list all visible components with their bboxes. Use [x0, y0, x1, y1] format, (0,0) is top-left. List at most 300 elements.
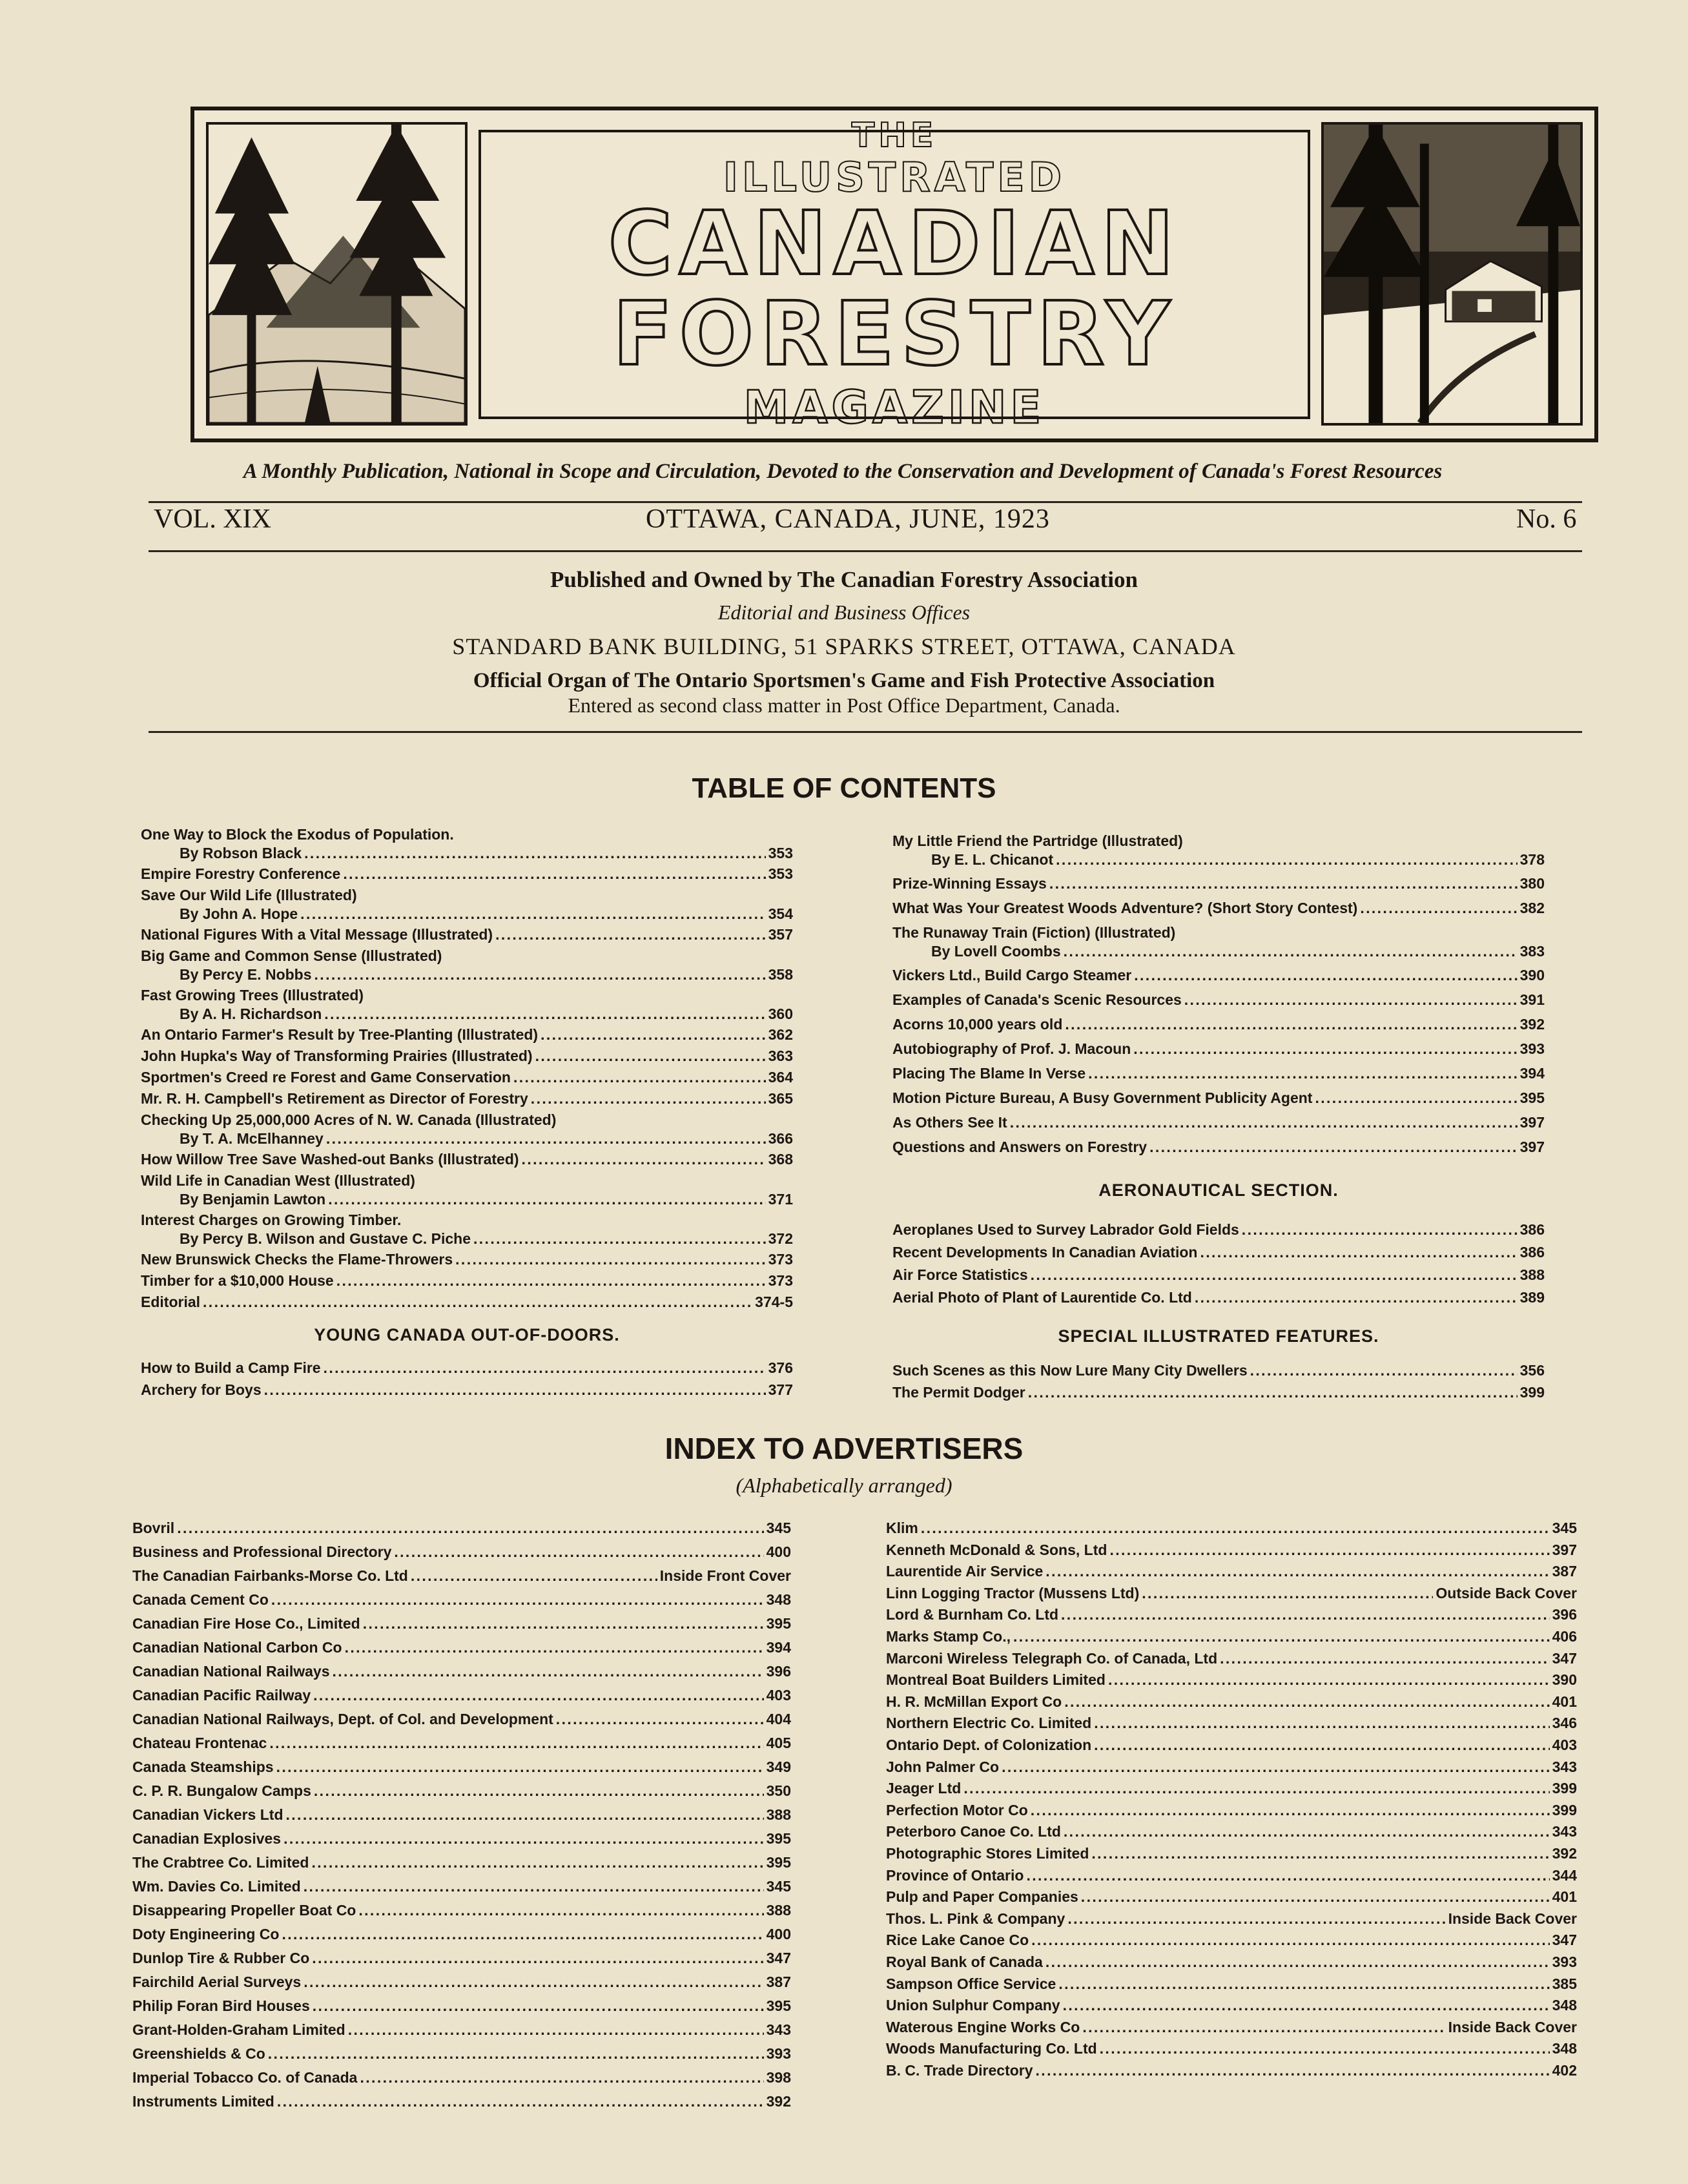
entry-page: 395	[766, 1615, 791, 1632]
entry-page: 405	[766, 1735, 791, 1751]
entry-row	[141, 925, 793, 944]
dot-leader	[304, 1877, 764, 1896]
entry-page: 345	[1552, 1520, 1577, 1536]
dot-leader	[540, 1025, 766, 1044]
entry-title: Province of Ontario	[886, 1866, 1024, 1884]
young-canada-heading: YOUNG CANADA OUT-OF-DOORS.	[314, 1325, 620, 1344]
special-features-list	[892, 1361, 1545, 1406]
entry-page: 387	[1552, 1563, 1577, 1580]
dot-leader	[1028, 1383, 1518, 1402]
toc-entry	[132, 2045, 791, 2063]
entry-title: What Was Your Greatest Woods Adventure? (Short Story Contest)	[892, 900, 1358, 916]
entry-title: Instruments Limited	[132, 2093, 274, 2110]
entry-page: Inside Back Cover	[1448, 2018, 1577, 2035]
entry-row	[886, 1996, 1577, 2015]
entry-row	[132, 1638, 791, 1657]
entry-title: Pulp and Paper Companies	[886, 1888, 1078, 1906]
entry-page: 358	[768, 966, 793, 983]
entry-page: 349	[766, 1758, 791, 1775]
entry-row	[141, 1272, 793, 1290]
dot-leader	[921, 1519, 1550, 1538]
toc-entry	[141, 886, 793, 923]
entry-title: Philip Foran Bird Houses	[132, 1997, 310, 2014]
toc-entry	[141, 1068, 793, 1087]
dot-leader	[313, 1997, 764, 2015]
advertisers-subtitle: (Alphabetically arranged)	[736, 1474, 952, 1497]
entry-title: Photographic Stores Limited	[886, 1845, 1089, 1862]
entry-row	[892, 1040, 1545, 1058]
entry-page: 347	[766, 1950, 791, 1966]
entry-title: Prize-Winning Essays	[892, 875, 1047, 892]
entry-page: 397	[1552, 1541, 1577, 1558]
entry-row	[132, 1543, 791, 1561]
entry-title: Timber for a $10,000 House	[141, 1272, 334, 1289]
entry-page: 385	[1552, 1975, 1577, 1992]
toc-entry	[886, 1844, 1577, 1863]
toc-entry	[132, 2068, 791, 2087]
entry-row	[886, 1953, 1577, 1972]
entry-page: 347	[1552, 1932, 1577, 1949]
entry-row	[892, 1113, 1545, 1132]
entry-row	[141, 844, 793, 863]
entry-row	[886, 1844, 1577, 1863]
dot-leader	[336, 1272, 766, 1290]
toc-entry	[886, 1671, 1577, 1689]
entry-row	[141, 1359, 793, 1377]
title-magazine: MAGAZINE	[743, 381, 1045, 434]
entry-title: Wild Life in Canadian West (Illustrated)	[141, 1172, 415, 1189]
dot-leader	[1064, 942, 1518, 961]
dot-leader	[311, 1853, 763, 1872]
toc-entry	[132, 1829, 791, 1848]
toc-entry	[892, 874, 1545, 893]
entry-row	[886, 1584, 1577, 1603]
entry-page: 392	[766, 2093, 791, 2110]
entry-row	[886, 2061, 1577, 2080]
entry-row	[132, 2092, 791, 2111]
toc-entry	[132, 1853, 791, 1872]
dot-leader	[324, 1005, 765, 1024]
entry-title: Fast Growing Trees (Illustrated)	[141, 987, 364, 1004]
entry-title: National Figures With a Vital Message (Illustrated)	[141, 926, 493, 943]
entry-row	[132, 1710, 791, 1729]
entry-title: Chateau Frontenac	[132, 1735, 267, 1751]
toc-entry	[886, 1801, 1577, 1820]
entry-title: Empire Forestry Conference	[141, 865, 341, 882]
entry-title: Autobiography of Prof. J. Macoun	[892, 1040, 1131, 1057]
toc-entry	[141, 1150, 793, 1169]
entry-row	[141, 1250, 793, 1269]
entry-title: Interest Charges on Growing Timber.	[141, 1211, 402, 1228]
dot-leader	[556, 1710, 764, 1729]
entry-title: Canada Cement Co	[132, 1591, 269, 1608]
entry-title: B. C. Trade Directory	[886, 2062, 1033, 2079]
entry-row	[132, 1567, 791, 1585]
toc-left-column	[141, 825, 793, 1316]
entry-page: 396	[766, 1663, 791, 1680]
toc-entry	[886, 1562, 1577, 1581]
dot-leader	[1220, 1649, 1550, 1668]
toc-entry	[132, 1782, 791, 1800]
entry-row	[892, 1138, 1545, 1157]
dot-leader	[264, 1381, 766, 1399]
dot-leader	[1045, 1562, 1549, 1581]
dot-leader	[358, 1901, 763, 1920]
toc-entry	[886, 1931, 1577, 1950]
entry-row	[132, 1925, 791, 1944]
title-forestry: FORESTRY	[612, 283, 1177, 386]
entry-title: Laurentide Air Service	[886, 1563, 1044, 1580]
entry-title: The Canadian Fairbanks-Morse Co. Ltd	[132, 1567, 408, 1584]
entry-page: 362	[768, 1026, 793, 1043]
divider	[149, 731, 1582, 733]
entry-row	[886, 1562, 1577, 1581]
toc-entry	[886, 1888, 1577, 1906]
dot-leader	[1002, 1758, 1550, 1777]
entry-row	[132, 1591, 791, 1609]
dot-leader	[1094, 1736, 1549, 1755]
entry-title: Disappearing Propeller Boat Co	[132, 1902, 356, 1919]
dot-leader	[394, 1543, 763, 1561]
entry-page: 386	[1519, 1244, 1545, 1261]
masthead	[190, 107, 1598, 442]
entry-row	[141, 1068, 793, 1087]
toc-entry	[132, 1543, 791, 1561]
publisher-line: Published and Owned by The Canadian Forestry Association	[550, 567, 1138, 592]
dot-leader	[1036, 2061, 1550, 2080]
toc-entry	[132, 1901, 791, 1920]
entry-row	[132, 2045, 791, 2063]
entry-title: Vickers Ltd., Build Cargo Steamer	[892, 967, 1132, 984]
toc-entry	[141, 1111, 793, 1148]
toc-entry	[141, 1089, 793, 1108]
entry-title: Kenneth McDonald & Sons, Ltd	[886, 1541, 1107, 1558]
entry-page: 389	[1519, 1289, 1545, 1306]
entry-title: Doty Engineering Co	[132, 1926, 280, 1942]
dot-leader	[1360, 899, 1517, 918]
entry-byline: By E. L. Chicanot	[931, 851, 1054, 868]
dot-leader	[348, 2021, 764, 2039]
toc-entry	[886, 1649, 1577, 1668]
dot-leader	[286, 1806, 764, 1824]
aeronautical-list	[892, 1221, 1545, 1311]
toc-entry	[886, 2039, 1577, 2058]
dot-leader	[363, 1614, 764, 1633]
dot-leader	[963, 1779, 1549, 1798]
entry-title: As Others See It	[892, 1114, 1007, 1131]
dot-leader	[1010, 1113, 1518, 1132]
entry-row	[892, 1221, 1545, 1239]
entry-page: 391	[1519, 991, 1545, 1008]
dot-leader	[1108, 1671, 1550, 1689]
dot-leader	[313, 1686, 764, 1705]
official-organ-line: Official Organ of The Ontario Sportsmen's Game and Fish Protective Association	[473, 669, 1215, 692]
entry-page: 365	[768, 1090, 793, 1107]
entry-page: 374-5	[755, 1293, 793, 1310]
entry-page: 397	[1519, 1138, 1545, 1155]
entry-page: 356	[1519, 1362, 1545, 1379]
dot-leader	[1049, 874, 1518, 893]
dot-leader	[1026, 1866, 1549, 1885]
entry-byline: By Percy E. Nobbs	[180, 966, 312, 983]
toc-entry	[886, 1584, 1577, 1603]
dot-leader	[177, 1519, 763, 1538]
entry-title: Jeager Ltd	[886, 1780, 962, 1797]
entry-title: Save Our Wild Life (Illustrated)	[141, 887, 357, 903]
advertisers-title: INDEX TO ADVERTISERS	[664, 1432, 1024, 1465]
dot-leader	[304, 844, 765, 863]
entry-title: An Ontario Farmer's Result by Tree-Planting (Illustrated)	[141, 1026, 539, 1043]
entry-page: 404	[766, 1711, 791, 1727]
divider	[149, 550, 1582, 552]
aeronautical-heading: AERONAUTICAL SECTION.	[1098, 1180, 1339, 1200]
dot-leader	[1067, 1910, 1445, 1928]
dot-leader	[1094, 1714, 1549, 1733]
issue-number: No. 6	[1516, 504, 1577, 534]
entry-byline: By Percy B. Wilson and Gustave C. Piche	[180, 1230, 471, 1247]
entry-title: Editorial	[141, 1293, 201, 1310]
entry-page: 399	[1552, 1801, 1577, 1818]
entry-title: New Brunswick Checks the Flame-Throwers	[141, 1251, 453, 1268]
entry-row	[132, 1829, 791, 1848]
toc-entry	[886, 1736, 1577, 1755]
entry-title: John Hupka's Way of Transforming Prairies (Illustrated)	[141, 1047, 533, 1064]
entry-row	[132, 2068, 791, 2087]
toc-entry	[892, 991, 1545, 1009]
entry-row	[892, 942, 1545, 961]
dot-leader	[1100, 2039, 1550, 2058]
entry-row	[132, 2021, 791, 2039]
entry-row	[132, 1997, 791, 2015]
dot-leader	[268, 2045, 764, 2063]
toc-entry	[886, 1866, 1577, 1885]
toc-entry	[132, 1662, 791, 1681]
entry-title: Grant-Holden-Graham Limited	[132, 2021, 345, 2038]
entry-title: The Runaway Train (Fiction) (Illustrated)	[892, 924, 1176, 941]
entry-row	[886, 1693, 1577, 1711]
dot-leader	[522, 1150, 766, 1169]
toc-entry	[886, 1953, 1577, 1972]
dot-leader	[1242, 1221, 1518, 1239]
toc-entry	[141, 1293, 793, 1312]
entry-page: 390	[1519, 967, 1545, 984]
toc-entry	[141, 1211, 793, 1248]
toc-entry	[132, 1614, 791, 1633]
entry-page: 350	[766, 1782, 791, 1799]
entry-title: Northern Electric Co. Limited	[886, 1715, 1092, 1732]
entry-title: John Palmer Co	[886, 1758, 1000, 1775]
dot-leader	[531, 1089, 766, 1108]
entry-page: 403	[1552, 1736, 1577, 1753]
entry-row	[886, 1801, 1577, 1820]
entry-title: Placing The Blame In Verse	[892, 1065, 1086, 1082]
entry-row	[886, 1888, 1577, 1906]
entry-title: Dunlop Tire & Rubber Co	[132, 1950, 310, 1966]
toc-entry	[886, 1627, 1577, 1646]
entry-row	[892, 1243, 1545, 1262]
toc-entry	[132, 1734, 791, 1753]
entry-page: 397	[1519, 1114, 1545, 1131]
entry-row	[141, 1025, 793, 1044]
entry-row	[886, 1975, 1577, 1993]
entry-page: 399	[1552, 1780, 1577, 1797]
entry-page: 382	[1519, 900, 1545, 916]
dot-leader	[1133, 1040, 1517, 1058]
entry-title: How to Build a Camp Fire	[141, 1359, 321, 1376]
dot-leader	[1064, 1822, 1550, 1841]
entry-title: Canadian Pacific Railway	[132, 1687, 311, 1704]
toc-entry	[132, 1591, 791, 1609]
entry-page: 343	[1552, 1823, 1577, 1840]
dot-leader	[495, 925, 766, 944]
toc-entry	[886, 1714, 1577, 1733]
entry-title: Linn Logging Tractor (Mussens Ltd)	[886, 1584, 1140, 1602]
dot-leader	[300, 905, 765, 923]
entry-title: One Way to Block the Exodus of Population.	[141, 826, 454, 843]
dot-leader	[283, 1829, 764, 1848]
toc-entry	[886, 1758, 1577, 1777]
entry-page: Outside Back Cover	[1436, 1584, 1577, 1602]
toc-entry	[892, 1138, 1545, 1157]
dot-leader	[1081, 1888, 1550, 1906]
toc-entry	[141, 986, 793, 1024]
entry-title: Bovril	[132, 1520, 175, 1536]
dot-leader	[276, 1758, 764, 1777]
toc-entry	[892, 832, 1545, 869]
dot-leader	[513, 1068, 766, 1087]
entry-row	[132, 1949, 791, 1968]
dot-leader	[1134, 966, 1517, 985]
dot-leader	[328, 1190, 765, 1209]
toc-entry	[132, 1806, 791, 1824]
entry-page: 378	[1519, 851, 1545, 868]
entry-row	[892, 1064, 1545, 1083]
dot-leader	[1091, 1844, 1549, 1863]
dot-leader	[1149, 1138, 1518, 1157]
entry-title: Lord & Burnham Co. Ltd	[886, 1606, 1059, 1623]
entry-title: Aerial Photo of Plant of Laurentide Co. Ltd	[892, 1289, 1192, 1306]
entry-title: Questions and Answers on Forestry	[892, 1138, 1148, 1155]
entry-title: Canadian National Carbon Co	[132, 1639, 342, 1656]
entry-page: Inside Back Cover	[1448, 1910, 1577, 1927]
dot-leader	[271, 1591, 764, 1609]
toc-entry	[141, 1272, 793, 1290]
toc-entry	[892, 1064, 1545, 1083]
dot-leader	[314, 965, 766, 984]
dot-leader	[203, 1293, 752, 1312]
entry-row	[132, 1901, 791, 1920]
mailing-class-line: Entered as second class matter in Post Office Department, Canada.	[568, 694, 1120, 717]
toc-entry	[132, 1949, 791, 1968]
toc-entry	[132, 1686, 791, 1705]
entry-title: Perfection Motor Co	[886, 1801, 1028, 1818]
entry-title: Rice Lake Canoe Co	[886, 1932, 1029, 1949]
entry-title: Royal Bank of Canada	[886, 1953, 1043, 1970]
entry-page: 371	[768, 1191, 793, 1208]
entry-page: 372	[768, 1230, 793, 1247]
toc-entry	[132, 1973, 791, 1992]
entry-title: Air Force Statistics	[892, 1266, 1028, 1283]
entry-page: 398	[766, 2069, 791, 2086]
entry-page: 401	[1552, 1888, 1577, 1906]
entry-title: Canadian Fire Hose Co., Limited	[132, 1615, 360, 1632]
entry-row	[132, 1662, 791, 1681]
dot-leader	[1058, 1975, 1549, 1993]
entry-page: 346	[1552, 1715, 1577, 1732]
entry-page: 363	[768, 1047, 793, 1064]
dot-leader	[1031, 1266, 1518, 1284]
toc-entry	[892, 1383, 1545, 1402]
entry-row	[141, 1381, 793, 1399]
toc-entry	[141, 825, 793, 863]
toc-entry	[141, 1171, 793, 1209]
entry-page: 387	[766, 1973, 791, 1990]
entry-row	[886, 1758, 1577, 1777]
entry-title: Montreal Boat Builders Limited	[886, 1671, 1106, 1689]
dot-leader	[1184, 991, 1518, 1009]
entry-row	[892, 1015, 1545, 1034]
tagline: A Monthly Publication, National in Scope and Circulation, Devoted to the Conservation and Development of Canada's Forest Resources	[243, 460, 1443, 483]
entry-row	[886, 1714, 1577, 1733]
title-canadian: CANADIAN	[608, 193, 1181, 295]
toc-entry	[141, 1381, 793, 1399]
entry-page: Inside Front Cover	[659, 1567, 791, 1584]
dot-leader	[455, 1250, 765, 1269]
entry-title: Aeroplanes Used to Survey Labrador Gold Fields	[892, 1221, 1239, 1238]
toc-entry	[886, 1519, 1577, 1538]
entry-title: Canadian Vickers Ltd	[132, 1806, 283, 1823]
entry-row	[886, 1541, 1577, 1560]
toc-title: TABLE OF CONTENTS	[692, 772, 996, 804]
entry-row	[141, 1129, 793, 1148]
special-features-heading: SPECIAL ILLUSTRATED FEATURES.	[1058, 1326, 1379, 1346]
entry-title: Mr. R. H. Campbell's Retirement as Director of Forestry	[141, 1090, 528, 1107]
entry-row	[892, 1288, 1545, 1307]
title-the: THE	[851, 116, 938, 155]
dot-leader	[1250, 1361, 1518, 1380]
toc-entry	[132, 1758, 791, 1777]
entry-row	[141, 1293, 793, 1312]
entry-title: Canada Steamships	[132, 1758, 274, 1775]
toc-entry	[132, 2021, 791, 2039]
entry-page: 373	[768, 1272, 793, 1289]
toc-entry	[892, 1243, 1545, 1262]
entry-title: Business and Professional Directory	[132, 1543, 392, 1560]
dot-leader	[1088, 1064, 1518, 1083]
dot-leader	[332, 1662, 763, 1681]
dot-leader	[269, 1734, 763, 1753]
dot-leader	[535, 1047, 766, 1066]
entry-row	[141, 1230, 793, 1248]
entry-page: 386	[1519, 1221, 1545, 1238]
entry-row	[886, 1931, 1577, 1950]
entry-page: 348	[1552, 1997, 1577, 2014]
entry-title: How Willow Tree Save Washed-out Banks (Illustrated)	[141, 1151, 519, 1168]
entry-row	[892, 899, 1545, 918]
dot-leader	[314, 1782, 764, 1800]
entry-row	[132, 1973, 791, 1992]
dot-leader	[1064, 1693, 1549, 1711]
entry-title: Checking Up 25,000,000 Acres of N. W. Canada (Illustrated)	[141, 1111, 557, 1128]
entry-row	[132, 1782, 791, 1800]
entry-row	[141, 965, 793, 984]
toc-entry	[886, 1910, 1577, 1928]
divider	[149, 501, 1582, 503]
entry-page: 344	[1552, 1866, 1577, 1884]
entry-row	[892, 874, 1545, 893]
entry-page: 395	[766, 1997, 791, 2014]
dot-leader	[1063, 1996, 1550, 2015]
